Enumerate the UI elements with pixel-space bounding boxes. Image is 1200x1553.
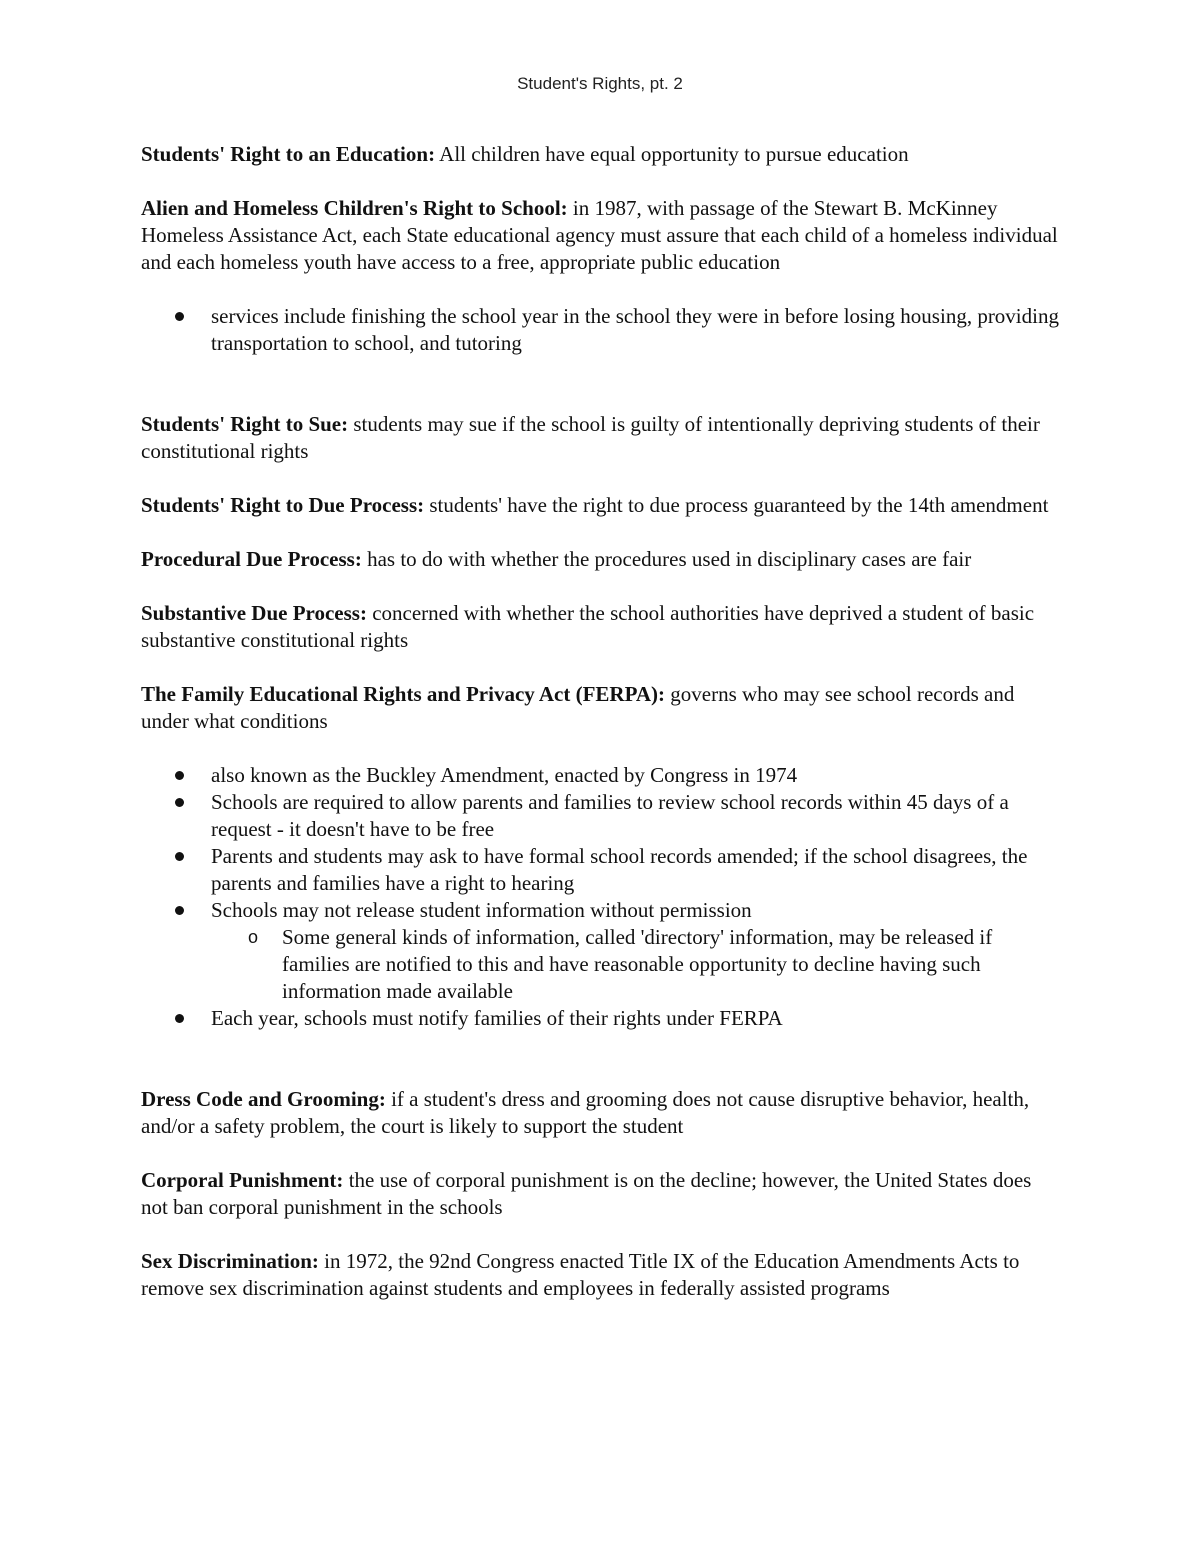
section-dress-code: [141, 1086, 1061, 1140]
section-term: Students' Right to Sue:: [141, 412, 349, 436]
list-item-text: Schools may not release student information without permission: [211, 898, 752, 922]
section-term: Dress Code and Grooming:: [141, 1087, 386, 1111]
section-text: has to do with whether the procedures used in disciplinary cases are fair: [361, 547, 972, 571]
section-sex-discrimination: [141, 1248, 1061, 1302]
section-term: Corporal Punishment:: [141, 1168, 344, 1192]
sub-list-item: [211, 924, 1061, 1005]
list-item: [141, 789, 1061, 843]
section-text: students may sue if the school is guilty of intentionally depriving students of their constitutional rights: [141, 412, 1040, 463]
section-right-to-education: [141, 141, 1061, 168]
section-procedural-due-process: [141, 546, 1061, 573]
section-text: governs who may see school records and under what conditions: [141, 682, 1015, 733]
bullet-icon: [175, 906, 184, 915]
bullet-icon: [175, 852, 184, 861]
sub-bullet-icon: o: [248, 927, 259, 947]
ferpa-sub-list: [211, 924, 1061, 1005]
section-text: All children have equal opportunity to pursue education: [435, 142, 909, 166]
section-term: Procedural Due Process:: [141, 547, 362, 571]
list-item-text: Each year, schools must notify families of their rights under FERPA: [211, 1006, 783, 1030]
sub-list-item-text: Some general kinds of information, called 'directory' information, may be released if families are notified to this and have reasonable opportunity to decline having such information made available: [282, 925, 993, 1003]
list-item: [141, 897, 1061, 1005]
section-substantive-due-process: [141, 600, 1061, 654]
document-body: [141, 141, 1061, 1329]
section-term: Sex Discrimination:: [141, 1249, 319, 1273]
section-right-to-sue: [141, 411, 1061, 465]
ferpa-bullet-list: [141, 762, 1061, 1032]
section-text: in 1972, the 92nd Congress enacted Title IX of the Education Amendments Acts to remove sex discrimination against students and employees in federally assisted programs: [141, 1249, 1020, 1300]
list-item: [141, 303, 1061, 357]
section-term: Alien and Homeless Children's Right to School:: [141, 196, 568, 220]
homeless-bullet-list: [141, 303, 1061, 357]
bullet-icon: [175, 1014, 184, 1023]
list-item-text: Parents and students may ask to have formal school records amended; if the school disagrees, the parents and families have a right to hearing: [211, 844, 1028, 895]
section-text: in 1987, with passage of the Stewart B. McKinney Homeless Assistance Act, each State educational agency must assure that each child of a homeless individual and each homeless youth have access to a free, appropriate public education: [141, 196, 1058, 274]
bullet-icon: [175, 312, 184, 321]
section-corporal-punishment: [141, 1167, 1061, 1221]
section-due-process: [141, 492, 1061, 519]
section-term: Students' Right to an Education:: [141, 142, 436, 166]
list-item-text: services include finishing the school year in the school they were in before losing housing, providing transportation to school, and tutoring: [211, 304, 1059, 355]
section-term: Students' Right to Due Process:: [141, 493, 425, 517]
section-text: if a student's dress and grooming does not cause disruptive behavior, health, and/or a safety problem, the court is likely to support the student: [141, 1087, 1030, 1138]
section-homeless-right: [141, 195, 1061, 276]
list-item-text: Schools are required to allow parents and families to review school records within 45 days of a request - it doesn't have to be free: [211, 790, 1009, 841]
page-header: Student's Rights, pt. 2: [517, 74, 683, 93]
section-text: the use of corporal punishment is on the decline; however, the United States does not ban corporal punishment in the schools: [141, 1168, 1032, 1219]
section-term: The Family Educational Rights and Privacy Act (FERPA):: [141, 682, 666, 706]
list-item: [141, 1005, 1061, 1032]
bullet-icon: [175, 771, 184, 780]
bullet-icon: [175, 798, 184, 807]
list-item: [141, 762, 1061, 789]
section-text: concerned with whether the school authorities have deprived a student of basic substantive constitutional rights: [141, 601, 1035, 652]
section-text: students' have the right to due process guaranteed by the 14th amendment: [424, 493, 1049, 517]
list-item-text: also known as the Buckley Amendment, enacted by Congress in 1974: [211, 763, 798, 787]
section-ferpa: [141, 681, 1061, 735]
list-item: [141, 843, 1061, 897]
section-term: Substantive Due Process:: [141, 601, 367, 625]
